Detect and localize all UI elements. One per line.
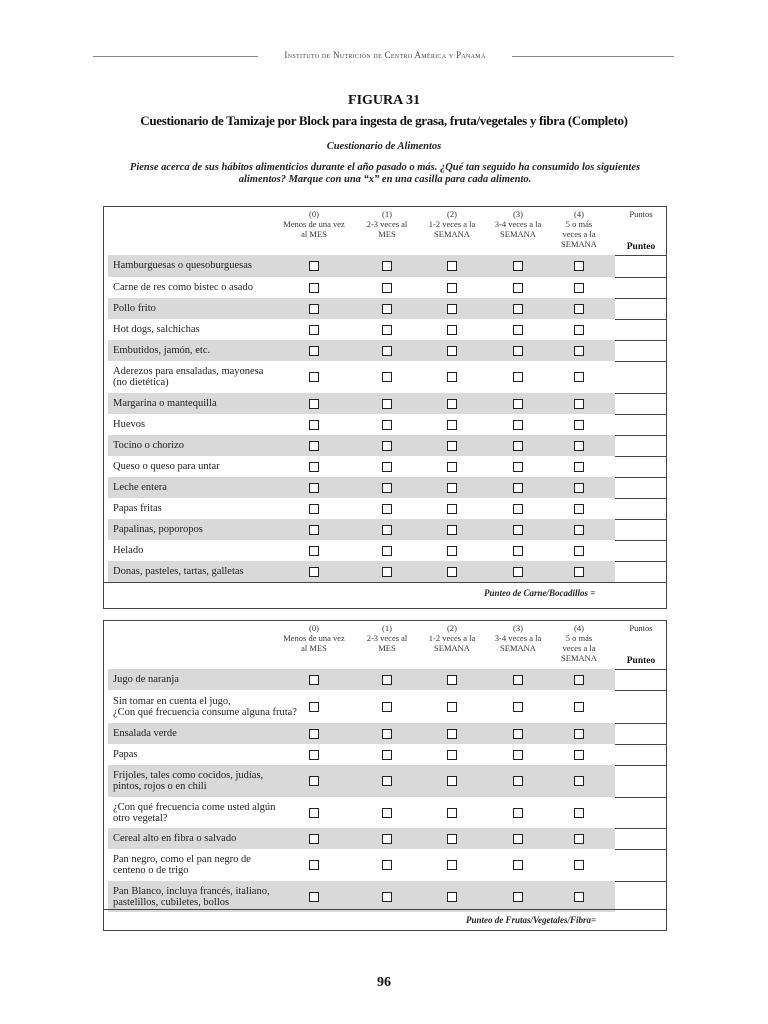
food-item-label-line: pastelillos, cubiletes, bollos bbox=[113, 897, 230, 908]
frequency-checkbox[interactable] bbox=[309, 546, 319, 556]
instructions-line-2: alimentos? Marque con una “x” en una casilla para cada alimento. bbox=[238, 174, 532, 185]
column-header-line: SEMANA bbox=[500, 643, 536, 653]
frequency-checkbox[interactable] bbox=[574, 483, 584, 493]
frequency-checkbox[interactable] bbox=[382, 399, 392, 409]
column-header-line: (1) bbox=[382, 623, 392, 633]
frequency-checkbox[interactable] bbox=[382, 462, 392, 472]
frequency-checkbox[interactable] bbox=[447, 304, 457, 314]
frequency-checkbox[interactable] bbox=[447, 567, 457, 577]
page-number: 96 bbox=[377, 975, 391, 990]
frequency-checkbox[interactable] bbox=[309, 776, 319, 786]
frequency-column-header bbox=[486, 623, 550, 653]
food-item-label-line: Huevos bbox=[113, 419, 146, 430]
food-item-label bbox=[113, 749, 303, 760]
column-header-line: 3-4 veces a la bbox=[494, 633, 542, 643]
frequency-column-header bbox=[355, 623, 419, 653]
food-item-row bbox=[108, 797, 615, 828]
fat-questionnaire-table bbox=[103, 206, 667, 609]
frequency-checkbox[interactable] bbox=[447, 325, 457, 335]
score-cell[interactable] bbox=[615, 797, 667, 828]
frequency-checkbox[interactable] bbox=[447, 399, 457, 409]
frequency-checkbox[interactable] bbox=[447, 372, 457, 382]
frequency-checkbox[interactable] bbox=[513, 892, 523, 902]
food-item-label-line: ¿Con qué frecuencia come usted algún bbox=[113, 802, 276, 813]
food-item-label-line: Helado bbox=[113, 545, 144, 556]
frequency-checkbox[interactable] bbox=[382, 325, 392, 335]
frequency-checkbox[interactable] bbox=[447, 462, 457, 472]
food-item-label bbox=[113, 854, 303, 876]
food-item-label bbox=[113, 345, 303, 356]
column-header-line: SEMANA bbox=[561, 653, 597, 663]
food-item-row bbox=[108, 361, 615, 393]
frequency-checkbox[interactable] bbox=[309, 750, 319, 760]
column-header-line: SEMANA bbox=[434, 229, 470, 239]
food-item-label bbox=[113, 886, 303, 908]
column-header-line: veces a la bbox=[562, 643, 596, 653]
frequency-column-header bbox=[420, 623, 484, 653]
figure-label: FIGURA 31 bbox=[348, 93, 420, 108]
frequency-checkbox[interactable] bbox=[574, 325, 584, 335]
food-item-label bbox=[113, 482, 303, 493]
food-item-label-line: Aderezos para ensaladas, mayonesa bbox=[113, 366, 264, 377]
frequency-checkbox[interactable] bbox=[574, 462, 584, 472]
score-cell[interactable] bbox=[615, 765, 667, 797]
food-item-label-line: ¿Con qué frecuencia consume alguna fruta? bbox=[113, 707, 297, 718]
frequency-checkbox[interactable] bbox=[447, 860, 457, 870]
food-item-label-line: Tocino o chorizo bbox=[113, 440, 184, 451]
header-rule-right bbox=[512, 56, 674, 57]
score-cell[interactable] bbox=[615, 744, 667, 765]
frequency-checkbox[interactable] bbox=[574, 346, 584, 356]
frequency-checkbox[interactable] bbox=[513, 399, 523, 409]
frequency-checkbox[interactable] bbox=[309, 372, 319, 382]
food-item-label-line: Papas fritas bbox=[113, 503, 162, 514]
score-cell[interactable] bbox=[615, 498, 667, 519]
score-cell[interactable] bbox=[615, 881, 667, 912]
frequency-checkbox[interactable] bbox=[574, 892, 584, 902]
puntos-header: Puntos bbox=[629, 209, 653, 219]
food-item-label bbox=[113, 566, 303, 577]
frequency-checkbox[interactable] bbox=[309, 808, 319, 818]
food-item-label-line: Margarina o mantequilla bbox=[113, 398, 217, 409]
column-header-line: 5 o más bbox=[565, 633, 593, 643]
frequency-checkbox[interactable] bbox=[574, 776, 584, 786]
column-header-line: al MES bbox=[301, 229, 327, 239]
food-item-label-line: (no dietética) bbox=[113, 377, 169, 388]
punteo-header: Punteo bbox=[626, 656, 656, 666]
food-item-label-line: Queso o queso para untar bbox=[113, 461, 220, 472]
frequency-checkbox[interactable] bbox=[309, 729, 319, 739]
column-header-line: veces a la bbox=[562, 229, 596, 239]
score-cell[interactable] bbox=[615, 298, 667, 319]
food-item-label bbox=[113, 728, 303, 739]
food-item-label bbox=[113, 440, 303, 451]
frequency-checkbox[interactable] bbox=[447, 504, 457, 514]
score-cell[interactable] bbox=[615, 849, 667, 881]
food-item-row bbox=[108, 340, 615, 361]
frequency-checkbox[interactable] bbox=[513, 834, 523, 844]
score-cell[interactable] bbox=[615, 393, 667, 414]
score-cell[interactable] bbox=[615, 723, 667, 744]
frequency-checkbox[interactable] bbox=[574, 525, 584, 535]
food-item-row bbox=[108, 669, 615, 690]
food-item-label-line: Hamburguesas o quesoburguesas bbox=[113, 260, 253, 271]
food-item-row bbox=[108, 435, 615, 456]
food-item-label-line: Pan negro, como el pan negro de bbox=[113, 854, 251, 865]
punteo-header: Punteo bbox=[626, 242, 656, 252]
frequency-checkbox[interactable] bbox=[382, 483, 392, 493]
frequency-checkbox[interactable] bbox=[309, 504, 319, 514]
frequency-checkbox[interactable] bbox=[382, 702, 392, 712]
food-item-row bbox=[108, 255, 615, 277]
food-item-row bbox=[108, 881, 615, 912]
frequency-column-header bbox=[486, 209, 550, 239]
food-item-row bbox=[108, 540, 615, 561]
frequency-column-header bbox=[282, 623, 346, 653]
score-cell[interactable] bbox=[615, 340, 667, 361]
column-header-line: (4) bbox=[574, 209, 584, 219]
frequency-checkbox[interactable] bbox=[382, 504, 392, 514]
food-item-row bbox=[108, 477, 615, 498]
column-header-line: 1-2 veces a la bbox=[428, 633, 476, 643]
food-item-label bbox=[113, 696, 303, 718]
frequency-column-header bbox=[282, 209, 346, 239]
column-header-line: (0) bbox=[309, 209, 319, 219]
subtotal-row bbox=[104, 909, 666, 931]
frequency-checkbox[interactable] bbox=[382, 567, 392, 577]
column-header-line: SEMANA bbox=[434, 643, 470, 653]
frequency-checkbox[interactable] bbox=[574, 283, 584, 293]
subtotal-row bbox=[104, 582, 666, 609]
frequency-checkbox[interactable] bbox=[382, 776, 392, 786]
frequency-checkbox[interactable] bbox=[382, 860, 392, 870]
frequency-checkbox[interactable] bbox=[513, 420, 523, 430]
food-item-label bbox=[113, 366, 303, 388]
column-header-line: Menos de una vez bbox=[283, 633, 345, 643]
frequency-checkbox[interactable] bbox=[382, 892, 392, 902]
frequency-checkbox[interactable] bbox=[382, 546, 392, 556]
column-header-line: (4) bbox=[574, 623, 584, 633]
food-item-row bbox=[108, 498, 615, 519]
score-cell[interactable] bbox=[615, 540, 667, 561]
food-item-row bbox=[108, 561, 615, 583]
frequency-checkbox[interactable] bbox=[447, 729, 457, 739]
frequency-checkbox[interactable] bbox=[513, 372, 523, 382]
food-item-row bbox=[108, 414, 615, 435]
food-item-row bbox=[108, 319, 615, 340]
frequency-checkbox[interactable] bbox=[447, 546, 457, 556]
frequency-checkbox[interactable] bbox=[382, 283, 392, 293]
column-header-line: 2-3 veces al bbox=[366, 219, 408, 229]
frequency-checkbox[interactable] bbox=[513, 675, 523, 685]
frequency-checkbox[interactable] bbox=[382, 372, 392, 382]
frequency-checkbox[interactable] bbox=[309, 325, 319, 335]
frequency-checkbox[interactable] bbox=[309, 304, 319, 314]
food-item-label-line: Papas bbox=[113, 749, 138, 760]
frequency-checkbox[interactable] bbox=[447, 525, 457, 535]
frequency-checkbox[interactable] bbox=[513, 808, 523, 818]
frequency-checkbox[interactable] bbox=[513, 346, 523, 356]
frequency-checkbox[interactable] bbox=[513, 283, 523, 293]
food-item-row bbox=[108, 690, 615, 723]
frequency-checkbox[interactable] bbox=[574, 729, 584, 739]
score-cell[interactable] bbox=[615, 277, 667, 298]
frequency-checkbox[interactable] bbox=[574, 441, 584, 451]
fiber-questionnaire-table bbox=[103, 620, 667, 931]
score-cell[interactable] bbox=[615, 319, 667, 340]
food-item-label-line: Ensalada verde bbox=[113, 728, 177, 739]
frequency-checkbox[interactable] bbox=[447, 675, 457, 685]
frequency-checkbox[interactable] bbox=[382, 304, 392, 314]
frequency-checkbox[interactable] bbox=[574, 372, 584, 382]
frequency-checkbox[interactable] bbox=[447, 808, 457, 818]
food-item-label bbox=[113, 324, 303, 335]
food-item-label bbox=[113, 398, 303, 409]
food-item-label-line: Carne de res como bistec o asado bbox=[113, 282, 253, 293]
frequency-checkbox[interactable] bbox=[574, 750, 584, 760]
frequency-column-header bbox=[547, 209, 611, 249]
frequency-checkbox[interactable] bbox=[309, 483, 319, 493]
food-item-label bbox=[113, 282, 303, 293]
subtotal-label: Punteo de Frutas/Vegetales/Fibra= bbox=[466, 915, 597, 925]
column-header-line: Menos de una vez bbox=[283, 219, 345, 229]
score-cell[interactable] bbox=[615, 828, 667, 849]
score-cell[interactable] bbox=[615, 361, 667, 393]
frequency-checkbox[interactable] bbox=[382, 750, 392, 760]
frequency-checkbox[interactable] bbox=[447, 283, 457, 293]
subtotal-label: Punteo de Carne/Bocadillos = bbox=[484, 588, 596, 598]
frequency-checkbox[interactable] bbox=[574, 399, 584, 409]
frequency-checkbox[interactable] bbox=[574, 567, 584, 577]
frequency-checkbox[interactable] bbox=[447, 776, 457, 786]
frequency-checkbox[interactable] bbox=[513, 304, 523, 314]
frequency-checkbox[interactable] bbox=[574, 702, 584, 712]
frequency-checkbox[interactable] bbox=[382, 675, 392, 685]
frequency-checkbox[interactable] bbox=[309, 261, 319, 271]
column-header-line: (3) bbox=[513, 209, 523, 219]
instructions-line-1: Piense acerca de sus hábitos alimenticios durante el año pasado o más. ¿Qué tan seguido ha consumido los siguientes bbox=[129, 162, 641, 173]
frequency-checkbox[interactable] bbox=[382, 525, 392, 535]
food-item-label-line: Cereal alto en fibra o salvado bbox=[113, 833, 237, 844]
frequency-checkbox[interactable] bbox=[382, 346, 392, 356]
food-item-row bbox=[108, 456, 615, 477]
instructions bbox=[125, 162, 645, 186]
score-cell[interactable] bbox=[615, 561, 667, 583]
food-item-label-line: Leche entera bbox=[113, 482, 167, 493]
score-cell[interactable] bbox=[615, 414, 667, 435]
column-header-line: (2) bbox=[447, 209, 457, 219]
food-item-label-line: Jugo de naranja bbox=[113, 674, 179, 685]
frequency-checkbox[interactable] bbox=[513, 462, 523, 472]
food-item-label bbox=[113, 833, 303, 844]
column-header-line: 5 o más bbox=[565, 219, 593, 229]
food-item-row bbox=[108, 765, 615, 797]
frequency-checkbox[interactable] bbox=[574, 546, 584, 556]
column-header-line: 1-2 veces a la bbox=[428, 219, 476, 229]
column-header-line: MES bbox=[378, 229, 396, 239]
frequency-column-header bbox=[420, 209, 484, 239]
frequency-checkbox[interactable] bbox=[382, 808, 392, 818]
score-cell[interactable] bbox=[615, 435, 667, 456]
frequency-checkbox[interactable] bbox=[513, 525, 523, 535]
column-header-line: (3) bbox=[513, 623, 523, 633]
food-item-label-line: Papalinas, poporopos bbox=[113, 524, 203, 535]
frequency-checkbox[interactable] bbox=[513, 860, 523, 870]
column-header-line: SEMANA bbox=[561, 239, 597, 249]
frequency-checkbox[interactable] bbox=[309, 567, 319, 577]
food-item-label-line: otro vegetal? bbox=[113, 813, 168, 824]
frequency-checkbox[interactable] bbox=[574, 675, 584, 685]
food-item-label-line: Pan Blanco, incluya francés, italiano, bbox=[113, 886, 270, 897]
frequency-checkbox[interactable] bbox=[382, 261, 392, 271]
frequency-checkbox[interactable] bbox=[513, 483, 523, 493]
frequency-checkbox[interactable] bbox=[309, 675, 319, 685]
frequency-checkbox[interactable] bbox=[309, 399, 319, 409]
frequency-checkbox[interactable] bbox=[574, 860, 584, 870]
puntos-header: Puntos bbox=[629, 623, 653, 633]
frequency-checkbox[interactable] bbox=[447, 483, 457, 493]
food-item-label-line: Donas, pasteles, tartas, galletas bbox=[113, 566, 244, 577]
frequency-checkbox[interactable] bbox=[309, 860, 319, 870]
frequency-checkbox[interactable] bbox=[513, 750, 523, 760]
frequency-checkbox[interactable] bbox=[513, 504, 523, 514]
column-header-line: (2) bbox=[447, 623, 457, 633]
score-cell[interactable] bbox=[615, 456, 667, 477]
frequency-checkbox[interactable] bbox=[447, 261, 457, 271]
frequency-checkbox[interactable] bbox=[382, 729, 392, 739]
frequency-checkbox[interactable] bbox=[447, 702, 457, 712]
food-item-row bbox=[108, 298, 615, 319]
frequency-checkbox[interactable] bbox=[309, 420, 319, 430]
food-item-row bbox=[108, 519, 615, 540]
frequency-checkbox[interactable] bbox=[513, 729, 523, 739]
frequency-checkbox[interactable] bbox=[447, 420, 457, 430]
food-item-label-line: Sin tomar en cuenta el jugo, bbox=[113, 696, 231, 707]
score-cell[interactable] bbox=[615, 690, 667, 723]
food-item-label bbox=[113, 802, 303, 824]
figure-title: Cuestionario de Tamizaje por Block para ingesta de grasa, fruta/vegetales y fibra (Completo) bbox=[140, 113, 628, 128]
frequency-checkbox[interactable] bbox=[574, 261, 584, 271]
food-item-label bbox=[113, 545, 303, 556]
food-item-label bbox=[113, 674, 303, 685]
food-item-label-line: Hot dogs, salchichas bbox=[113, 324, 200, 335]
frequency-checkbox[interactable] bbox=[309, 702, 319, 712]
header-rule-left bbox=[93, 56, 258, 57]
food-item-row bbox=[108, 828, 615, 849]
running-header: Instituto de Nutrición de Centro América y Panamá bbox=[284, 50, 486, 60]
frequency-column-header bbox=[547, 623, 611, 663]
score-cell[interactable] bbox=[615, 255, 667, 277]
food-item-label bbox=[113, 503, 303, 514]
frequency-checkbox[interactable] bbox=[574, 304, 584, 314]
food-item-label bbox=[113, 770, 303, 792]
food-item-row bbox=[108, 277, 615, 298]
food-item-label-line: Frijoles, tales como cocidos, judías, bbox=[113, 770, 264, 781]
food-item-label-line: centeno o de trigo bbox=[113, 865, 189, 876]
food-item-label bbox=[113, 260, 303, 271]
food-item-label bbox=[113, 524, 303, 535]
frequency-checkbox[interactable] bbox=[309, 892, 319, 902]
frequency-checkbox[interactable] bbox=[447, 441, 457, 451]
food-item-label bbox=[113, 303, 303, 314]
frequency-checkbox[interactable] bbox=[513, 567, 523, 577]
column-header-line: (0) bbox=[309, 623, 319, 633]
score-cell[interactable] bbox=[615, 477, 667, 498]
frequency-checkbox[interactable] bbox=[447, 346, 457, 356]
questionnaire-title: Cuestionario de Alimentos bbox=[326, 141, 442, 152]
score-cell[interactable] bbox=[615, 519, 667, 540]
frequency-checkbox[interactable] bbox=[574, 808, 584, 818]
food-item-row bbox=[108, 849, 615, 881]
frequency-checkbox[interactable] bbox=[513, 546, 523, 556]
frequency-checkbox[interactable] bbox=[513, 261, 523, 271]
food-item-row bbox=[108, 393, 615, 414]
food-item-label-line: Embutidos, jamón, etc. bbox=[113, 345, 211, 356]
column-header-line: MES bbox=[378, 643, 396, 653]
frequency-checkbox[interactable] bbox=[382, 420, 392, 430]
frequency-checkbox[interactable] bbox=[447, 834, 457, 844]
frequency-checkbox[interactable] bbox=[382, 834, 392, 844]
frequency-column-header bbox=[355, 209, 419, 239]
food-item-row bbox=[108, 744, 615, 765]
food-item-row bbox=[108, 723, 615, 744]
frequency-checkbox[interactable] bbox=[309, 834, 319, 844]
frequency-checkbox[interactable] bbox=[309, 283, 319, 293]
food-item-label bbox=[113, 419, 303, 430]
frequency-checkbox[interactable] bbox=[574, 420, 584, 430]
frequency-checkbox[interactable] bbox=[513, 441, 523, 451]
food-item-label-line: Pollo frito bbox=[113, 303, 156, 314]
food-item-label bbox=[113, 461, 303, 472]
food-item-label-line: pintos, rojos o en chili bbox=[113, 781, 207, 792]
frequency-checkbox[interactable] bbox=[447, 892, 457, 902]
column-header-line: (1) bbox=[382, 209, 392, 219]
column-header-line: SEMANA bbox=[500, 229, 536, 239]
column-header-line: al MES bbox=[301, 643, 327, 653]
frequency-checkbox[interactable] bbox=[309, 525, 319, 535]
frequency-checkbox[interactable] bbox=[513, 776, 523, 786]
frequency-checkbox[interactable] bbox=[513, 702, 523, 712]
frequency-checkbox[interactable] bbox=[513, 325, 523, 335]
frequency-checkbox[interactable] bbox=[574, 504, 584, 514]
frequency-checkbox[interactable] bbox=[382, 441, 392, 451]
column-header-line: 3-4 veces a la bbox=[494, 219, 542, 229]
frequency-checkbox[interactable] bbox=[309, 462, 319, 472]
score-cell[interactable] bbox=[615, 669, 667, 690]
column-header-line: 2-3 veces al bbox=[366, 633, 408, 643]
frequency-checkbox[interactable] bbox=[574, 834, 584, 844]
frequency-checkbox[interactable] bbox=[309, 346, 319, 356]
frequency-checkbox[interactable] bbox=[447, 750, 457, 760]
frequency-checkbox[interactable] bbox=[309, 441, 319, 451]
